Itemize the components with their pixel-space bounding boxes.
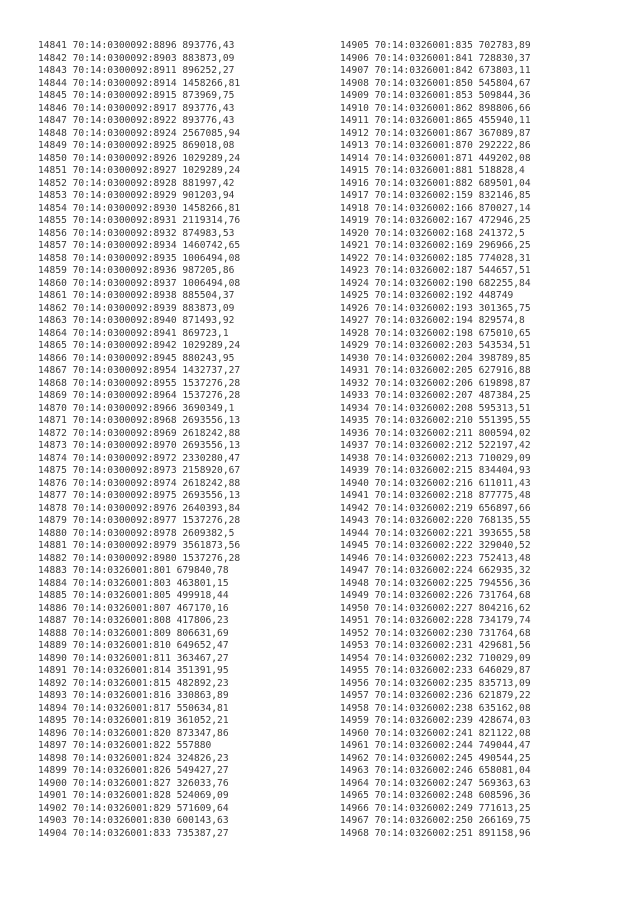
table-row: 14850 70:14:0300092:8926 1029289,24 xyxy=(38,152,241,164)
table-row: 14845 70:14:0300092:8915 873969,75 xyxy=(38,90,235,101)
table-row: 14857 70:14:0300092:8934 1460742,65 xyxy=(38,240,241,251)
table-row: 14893 70:14:0326001:816 330863,89 xyxy=(38,690,229,701)
table-row: 14948 70:14:0326002:225 794556,36 xyxy=(340,577,531,589)
table-row: 14946 70:14:0326002:223 752413,48 xyxy=(340,552,531,564)
table-row: 14938 70:14:0326002:213 710029,09 xyxy=(340,452,531,464)
table-row: 14908 70:14:0326001:850 545804,67 xyxy=(340,77,531,89)
table-row: 14852 70:14:0300092:8928 881997,42 xyxy=(38,177,235,189)
table-row: 14887 70:14:0326001:808 417806,23 xyxy=(38,615,229,626)
table-row: 14932 70:14:0326002:206 619898,87 xyxy=(340,377,531,389)
right-column xyxy=(340,40,531,840)
table-row: 14894 70:14:0326001:817 550634,81 xyxy=(38,702,229,714)
table-row: 14900 70:14:0326001:827 326033,76 xyxy=(38,777,229,789)
table-row: 14889 70:14:0326001:810 649652,47 xyxy=(38,640,229,651)
table-row: 14909 70:14:0326001:853 509844,36 xyxy=(340,90,531,101)
table-row: 14917 70:14:0326002:159 832146,85 xyxy=(340,190,531,201)
table-row: 14921 70:14:0326002:169 296966,25 xyxy=(340,240,531,251)
table-row: 14950 70:14:0326002:227 804216,62 xyxy=(340,602,531,614)
table-row: 14862 70:14:0300092:8939 883873,09 xyxy=(38,302,235,314)
table-row: 14885 70:14:0326001:805 499918,44 xyxy=(38,590,229,601)
table-row: 14859 70:14:0300092:8936 987205,86 xyxy=(38,265,235,276)
table-row: 14958 70:14:0326002:238 635162,08 xyxy=(340,702,531,714)
table-row: 14903 70:14:0326001:830 600143,63 xyxy=(38,815,229,826)
table-row: 14868 70:14:0300092:8955 1537276,28 xyxy=(38,377,241,389)
table-row: 14841 70:14:0300092:8896 893776,43 xyxy=(38,40,235,51)
table-row: 14856 70:14:0300092:8932 874983,53 xyxy=(38,227,235,239)
table-row: 14864 70:14:0300092:8941 869723,1 xyxy=(38,327,229,339)
table-row: 14895 70:14:0326001:819 361052,21 xyxy=(38,715,229,726)
table-row: 14855 70:14:0300092:8931 2119314,76 xyxy=(38,215,241,226)
table-row: 14934 70:14:0326002:208 595313,51 xyxy=(340,402,531,414)
table-row: 14848 70:14:0300092:8924 2567085,94 xyxy=(38,127,241,139)
table-row: 14884 70:14:0326001:803 463801,15 xyxy=(38,577,229,589)
table-row: 14953 70:14:0326002:231 429681,56 xyxy=(340,640,531,651)
table-row: 14952 70:14:0326002:230 731764,68 xyxy=(340,627,531,639)
table-row: 14935 70:14:0326002:210 551395,55 xyxy=(340,415,531,426)
table-row: 14902 70:14:0326001:829 571609,64 xyxy=(38,802,229,814)
table-row: 14842 70:14:0300092:8903 883873,09 xyxy=(38,52,235,64)
table-row: 14949 70:14:0326002:226 731764,68 xyxy=(340,590,531,601)
table-row: 14858 70:14:0300092:8935 1006494,08 xyxy=(38,252,241,264)
table-row: 14919 70:14:0326002:167 472946,25 xyxy=(340,215,531,226)
table-row: 14937 70:14:0326002:212 522197,42 xyxy=(340,440,531,451)
table-row: 14951 70:14:0326002:228 734179,74 xyxy=(340,615,531,626)
table-row: 14927 70:14:0326002:194 829574,8 xyxy=(340,315,525,326)
table-row: 14865 70:14:0300092:8942 1029289,24 xyxy=(38,340,241,351)
table-row: 14849 70:14:0300092:8925 869018,08 xyxy=(38,140,235,151)
table-row: 14875 70:14:0300092:8973 2158920,67 xyxy=(38,465,241,476)
table-row: 14944 70:14:0326002:221 393655,58 xyxy=(340,527,531,539)
table-row: 14915 70:14:0326001:881 518828,4 xyxy=(340,165,525,176)
table-row: 14947 70:14:0326002:224 662935,32 xyxy=(340,565,531,576)
table-row: 14867 70:14:0300092:8954 1432737,27 xyxy=(38,365,241,376)
table-row: 14886 70:14:0326001:807 467170,16 xyxy=(38,602,229,614)
table-row: 14888 70:14:0326001:809 806631,69 xyxy=(38,627,229,639)
table-row: 14882 70:14:0300092:8980 1537276,28 xyxy=(38,552,241,564)
table-row: 14870 70:14:0300092:8966 3690349,1 xyxy=(38,402,235,414)
table-row: 14871 70:14:0300092:8968 2693556,13 xyxy=(38,415,241,426)
table-row: 14920 70:14:0326002:168 241372,5 xyxy=(340,227,525,239)
table-row: 14945 70:14:0326002:222 329040,52 xyxy=(340,540,531,551)
table-row: 14956 70:14:0326002:235 835713,09 xyxy=(340,677,531,689)
table-row: 14874 70:14:0300092:8972 2330280,47 xyxy=(38,452,241,464)
table-row: 14939 70:14:0326002:215 834404,93 xyxy=(340,465,531,476)
table-row: 14860 70:14:0300092:8937 1006494,08 xyxy=(38,277,241,289)
table-row: 14863 70:14:0300092:8940 871493,92 xyxy=(38,315,235,326)
table-row: 14916 70:14:0326001:882 689501,04 xyxy=(340,177,531,189)
table-row: 14961 70:14:0326002:244 749044,47 xyxy=(340,740,531,751)
table-row: 14878 70:14:0300092:8976 2640393,84 xyxy=(38,502,241,514)
table-row: 14869 70:14:0300092:8964 1537276,28 xyxy=(38,390,241,401)
left-column xyxy=(38,40,240,840)
table-row: 14968 70:14:0326002:251 891158,96 xyxy=(340,827,531,839)
table-row: 14936 70:14:0326002:211 800594,02 xyxy=(340,427,531,439)
table-row: 14898 70:14:0326001:824 324826,23 xyxy=(38,752,229,764)
table-row: 14942 70:14:0326002:219 656897,66 xyxy=(340,502,531,514)
table-row: 14955 70:14:0326002:233 646029,87 xyxy=(340,665,531,676)
table-row: 14954 70:14:0326002:232 710029,09 xyxy=(340,652,531,664)
table-row: 14854 70:14:0300092:8930 1458266,81 xyxy=(38,202,241,214)
table-row: 14943 70:14:0326002:220 768135,55 xyxy=(340,515,531,526)
table-row: 14922 70:14:0326002:185 774028,31 xyxy=(340,252,531,264)
table-row: 14925 70:14:0326002:192 448749 xyxy=(340,290,514,301)
table-row: 14957 70:14:0326002:236 621879,22 xyxy=(340,690,531,701)
table-row: 14891 70:14:0326001:814 351391,95 xyxy=(38,665,229,676)
table-row: 14923 70:14:0326002:187 544657,51 xyxy=(340,265,531,276)
table-row: 14967 70:14:0326002:250 266169,75 xyxy=(340,815,531,826)
table-row: 14924 70:14:0326002:190 682255,84 xyxy=(340,277,531,289)
table-row: 14901 70:14:0326001:828 524069,09 xyxy=(38,790,229,801)
table-row: 14890 70:14:0326001:811 363467,27 xyxy=(38,652,229,664)
table-row: 14941 70:14:0326002:218 877775,48 xyxy=(340,490,531,501)
table-row: 14844 70:14:0300092:8914 1458266,81 xyxy=(38,77,241,89)
table-row: 14880 70:14:0300092:8978 2609382,5 xyxy=(38,527,235,539)
table-row: 14912 70:14:0326001:867 367089,87 xyxy=(340,127,531,139)
table-row: 14907 70:14:0326001:842 673803,11 xyxy=(340,65,531,76)
table-row: 14918 70:14:0326002:166 870027,14 xyxy=(340,202,531,214)
table-row: 14933 70:14:0326002:207 487384,25 xyxy=(340,390,531,401)
table-row: 14872 70:14:0300092:8969 2618242,88 xyxy=(38,427,241,439)
table-row: 14866 70:14:0300092:8945 880243,95 xyxy=(38,352,235,364)
table-row: 14960 70:14:0326002:241 821122,08 xyxy=(340,727,531,739)
table-row: 14930 70:14:0326002:204 398789,85 xyxy=(340,352,531,364)
table-row: 14931 70:14:0326002:205 627916,88 xyxy=(340,365,531,376)
table-row: 14926 70:14:0326002:193 301365,75 xyxy=(340,302,531,314)
table-row: 14851 70:14:0300092:8927 1029289,24 xyxy=(38,165,241,176)
table-row: 14861 70:14:0300092:8938 885504,37 xyxy=(38,290,235,301)
table-row: 14879 70:14:0300092:8977 1537276,28 xyxy=(38,515,241,526)
table-row: 14873 70:14:0300092:8970 2693556,13 xyxy=(38,440,241,451)
table-row: 14911 70:14:0326001:865 455940,11 xyxy=(340,115,531,126)
table-row: 14905 70:14:0326001:835 702783,89 xyxy=(340,40,531,51)
table-row: 14897 70:14:0326001:822 557880 xyxy=(38,740,212,751)
table-row: 14847 70:14:0300092:8922 893776,43 xyxy=(38,115,235,126)
table-row: 14963 70:14:0326002:246 658081,04 xyxy=(340,765,531,776)
table-row: 14965 70:14:0326002:248 608596,36 xyxy=(340,790,531,801)
table-row: 14962 70:14:0326002:245 490544,25 xyxy=(340,752,531,764)
table-row: 14959 70:14:0326002:239 428674,03 xyxy=(340,715,531,726)
table-row: 14881 70:14:0300092:8979 3561873,56 xyxy=(38,540,241,551)
table-row: 14877 70:14:0300092:8975 2693556,13 xyxy=(38,490,241,501)
table-row: 14904 70:14:0326001:833 735387,27 xyxy=(38,827,229,839)
table-row: 14853 70:14:0300092:8929 901203,94 xyxy=(38,190,235,201)
table-row: 14929 70:14:0326002:203 543534,51 xyxy=(340,340,531,351)
table-row: 14883 70:14:0326001:801 679840,78 xyxy=(38,565,229,576)
table-row: 14896 70:14:0326001:820 873347,86 xyxy=(38,727,229,739)
table-row: 14899 70:14:0326001:826 549427,27 xyxy=(38,765,229,776)
table-row: 14966 70:14:0326002:249 771613,25 xyxy=(340,802,531,814)
table-row: 14876 70:14:0300092:8974 2618242,88 xyxy=(38,477,241,489)
table-row: 14843 70:14:0300092:8911 896252,27 xyxy=(38,65,235,76)
table-row: 14913 70:14:0326001:870 292222,86 xyxy=(340,140,531,151)
table-row: 14914 70:14:0326001:871 449202,08 xyxy=(340,152,531,164)
table-row: 14964 70:14:0326002:247 569363,63 xyxy=(340,777,531,789)
table-row: 14892 70:14:0326001:815 482892,23 xyxy=(38,677,229,689)
table-row: 14906 70:14:0326001:841 728830,37 xyxy=(340,52,531,64)
table-row: 14940 70:14:0326002:216 611011,43 xyxy=(340,477,531,489)
table-row: 14928 70:14:0326002:198 675010,65 xyxy=(340,327,531,339)
table-row: 14910 70:14:0326001:862 898806,66 xyxy=(340,102,531,114)
table-row: 14846 70:14:0300092:8917 893776,43 xyxy=(38,102,235,114)
